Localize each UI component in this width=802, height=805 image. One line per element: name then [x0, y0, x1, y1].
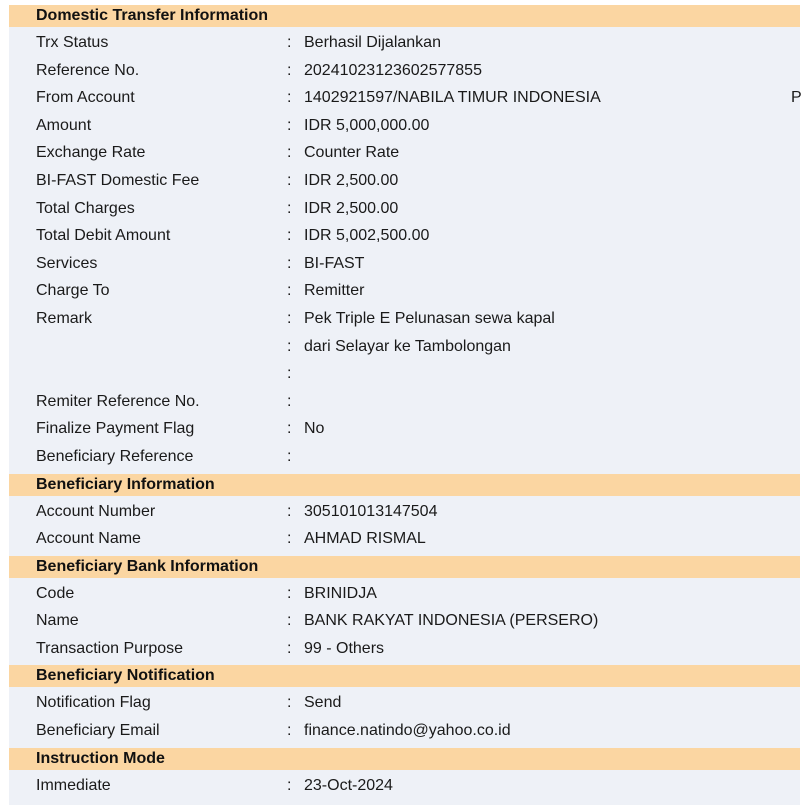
field-value: 20241023123602577855 — [304, 61, 482, 79]
row-total-debit-amount — [9, 222, 800, 250]
row-bi-fast-fee — [9, 167, 800, 195]
field-label: Remiter Reference No. — [36, 392, 200, 410]
field-value: 23-Oct-2024 — [304, 776, 393, 794]
field-value: 99 - Others — [304, 639, 385, 657]
field-label: Total Debit Amount — [36, 227, 171, 245]
field-colon: : — [287, 34, 292, 51]
field-colon: : — [287, 420, 292, 438]
row-account-number — [9, 498, 800, 526]
row-charge-to — [9, 277, 800, 305]
field-value: BANK RAKYAT INDONESIA (PERSERO) — [304, 612, 599, 630]
field-colon: : — [287, 392, 292, 410]
field-label: Services — [36, 254, 98, 272]
field-colon: : — [287, 502, 292, 520]
field-label: Amount — [36, 116, 92, 134]
field-colon: : — [287, 776, 292, 794]
section-beneficiary-notification — [9, 687, 800, 744]
row-bank-code — [9, 580, 800, 608]
field-label: Exchange Rate — [36, 144, 146, 162]
field-colon: : — [287, 365, 292, 383]
row-beneficiary-email — [9, 717, 800, 745]
field-value: Counter Rate — [304, 144, 400, 162]
row-trx-status — [9, 29, 800, 57]
field-label: Beneficiary Email — [36, 722, 160, 740]
row-services — [9, 250, 800, 278]
field-value: IDR 2,500.00 — [304, 199, 399, 217]
section-header-domestic-transfer: Domestic Transfer Information — [9, 5, 800, 27]
field-colon: : — [287, 171, 292, 189]
field-value: dari Selayar ke Tambolongan — [304, 337, 511, 355]
field-colon: : — [287, 227, 292, 245]
field-label: Account Number — [36, 502, 156, 520]
field-label: Total Charges — [36, 199, 135, 217]
row-amount — [9, 112, 800, 140]
field-value: Pek Triple E Pelunasan sewa kapal — [304, 309, 555, 327]
field-value: Berhasil Dijalankan — [304, 34, 441, 51]
row-remark-line-2 — [9, 333, 800, 361]
field-value: 1402921597/NABILA TIMUR INDONESIA — [304, 89, 601, 107]
transfer-detail-page — [9, 5, 800, 805]
row-bank-name — [9, 607, 800, 635]
field-colon: : — [287, 116, 292, 134]
field-colon: : — [287, 337, 292, 355]
field-colon: : — [287, 254, 292, 272]
field-colon: : — [287, 309, 292, 327]
field-label: Trx Status — [36, 34, 109, 51]
field-value: AHMAD RISMAL — [304, 530, 426, 548]
field-colon: : — [287, 584, 292, 602]
section-header-instruction-mode: Instruction Mode — [9, 748, 800, 770]
field-label: Finalize Payment Flag — [36, 420, 195, 438]
field-colon: : — [287, 722, 292, 740]
field-value: finance.natindo@yahoo.co.id — [304, 722, 511, 740]
truncated-text: P — [791, 89, 802, 107]
section-header-beneficiary-notification: Beneficiary Notification — [9, 665, 800, 687]
row-notification-flag — [9, 689, 800, 717]
row-account-name — [9, 525, 800, 553]
row-reference-no — [9, 57, 800, 85]
field-colon: : — [287, 282, 292, 300]
field-label: Account Name — [36, 530, 141, 548]
section-header-beneficiary-bank: Beneficiary Bank Information — [9, 556, 800, 578]
section-beneficiary — [9, 496, 800, 553]
row-exchange-rate — [9, 139, 800, 167]
field-label: From Account — [36, 89, 135, 107]
field-colon: : — [287, 447, 292, 465]
field-value: IDR 5,002,500.00 — [304, 227, 430, 245]
field-colon: : — [287, 61, 292, 79]
row-transaction-purpose — [9, 635, 800, 663]
row-finalize-payment-flag — [9, 415, 800, 443]
field-label: Beneficiary Reference — [36, 447, 194, 465]
field-label: Name — [36, 612, 79, 630]
field-colon: : — [287, 530, 292, 548]
field-colon: : — [287, 639, 292, 657]
field-value: Remitter — [304, 282, 365, 300]
section-header-beneficiary: Beneficiary Information — [9, 474, 800, 496]
field-label: Transaction Purpose — [36, 639, 184, 657]
row-from-account — [9, 84, 800, 112]
row-remark-line-3 — [9, 360, 800, 388]
field-colon: : — [287, 144, 292, 162]
row-beneficiary-reference — [9, 443, 800, 471]
field-colon: : — [287, 694, 292, 712]
row-remark — [9, 305, 800, 333]
section-domestic-transfer — [9, 27, 800, 471]
field-colon: : — [287, 612, 292, 630]
field-label: Reference No. — [36, 61, 140, 79]
field-value: Send — [304, 694, 342, 712]
field-label: Notification Flag — [36, 694, 151, 712]
field-label: Immediate — [36, 776, 111, 794]
row-immediate — [9, 772, 800, 800]
field-value: IDR 2,500.00 — [304, 171, 399, 189]
section-instruction-mode — [9, 770, 800, 800]
field-label: Remark — [36, 309, 93, 327]
field-colon: : — [287, 199, 292, 217]
field-colon: : — [287, 89, 292, 107]
field-label: Charge To — [36, 282, 110, 300]
section-beneficiary-bank — [9, 578, 800, 663]
row-total-charges — [9, 195, 800, 223]
field-value: BRINIDJA — [304, 584, 377, 602]
field-value: BI-FAST — [304, 254, 365, 272]
field-value: 305101013147504 — [304, 502, 438, 520]
row-remitter-reference-no — [9, 388, 800, 416]
field-value: IDR 5,000,000.00 — [304, 116, 430, 134]
field-label: BI-FAST Domestic Fee — [36, 171, 200, 189]
field-value: No — [304, 420, 325, 438]
field-label: Code — [36, 584, 75, 602]
